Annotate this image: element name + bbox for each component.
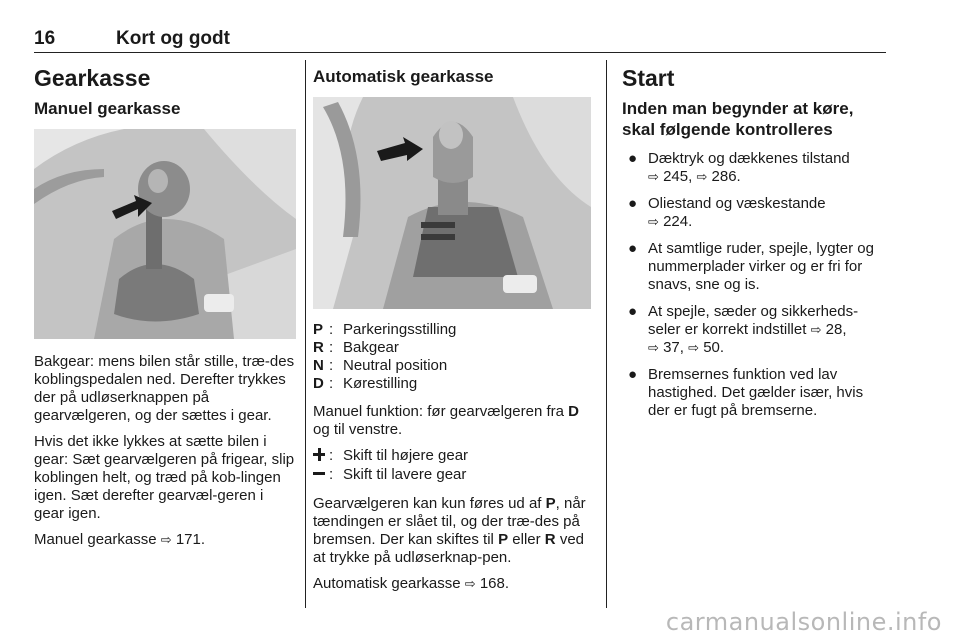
shift-legend	[313, 447, 591, 485]
paragraph-manual-function	[313, 403, 591, 439]
legend-colon: :	[329, 339, 334, 356]
para-key: R	[544, 531, 556, 548]
item-text: At samtlige ruder, spejle, lygter og nummerplader virker og er fri for snavs, sne og is.	[648, 240, 874, 293]
cross-reference	[313, 575, 591, 593]
watermark: carmanualsonline.info	[665, 608, 942, 636]
legend-row	[313, 339, 591, 357]
page-ref-arrow-icon: ⇨	[160, 532, 172, 547]
manual-key: D	[568, 403, 579, 420]
plus-icon	[313, 447, 325, 461]
column-divider	[305, 60, 306, 608]
bullet-icon: ●	[628, 150, 638, 167]
legend-row	[313, 321, 591, 339]
ref-page: 171.	[175, 531, 206, 548]
automatic-gear-lever-photo	[313, 97, 591, 309]
subsection-title: Manuel gearkasse	[34, 99, 181, 118]
cross-reference	[34, 531, 296, 549]
ref-page: 168.	[479, 575, 510, 592]
list-item	[622, 150, 888, 186]
chapter-title: Kort og godt	[116, 28, 230, 49]
legend-key: P	[313, 321, 324, 338]
legend-row	[313, 375, 591, 393]
para-text: eller	[512, 531, 541, 548]
page-number: 16	[34, 28, 56, 49]
legend-row	[313, 447, 591, 466]
ref-text: Manuel gearkasse	[34, 531, 157, 548]
legend-text: Skift til lavere gear	[343, 466, 467, 483]
para-text: ved at trykke på udløserknap-pen.	[313, 531, 584, 566]
item-text: At spejle, sæder og sikkerheds-seler er korrekt indstillet	[648, 303, 859, 338]
legend-key: R	[313, 339, 324, 356]
page-ref-arrow-icon: ⇨	[648, 169, 659, 184]
para-text: Gearvælgeren kan kun føres ud af	[313, 495, 542, 512]
section-title: Gearkasse	[34, 65, 151, 91]
legend-key: D	[313, 375, 324, 392]
paragraph-selector-release	[313, 495, 591, 567]
page-ref-arrow-icon: ⇨	[464, 576, 476, 591]
para-text: , når tændingen er slået til, og der træ-des på bremsen. Der kan skiftes til	[313, 495, 586, 548]
legend-row	[313, 466, 591, 485]
legend-key: N	[313, 357, 324, 374]
legend-text: Parkeringsstilling	[343, 321, 457, 338]
legend-text: Kørestilling	[343, 375, 418, 392]
manual-tail: og til venstre.	[313, 421, 403, 438]
legend-colon: :	[329, 447, 334, 464]
subsection-title: Automatisk gearkasse	[313, 67, 494, 86]
legend-colon: :	[329, 466, 334, 483]
bullet-icon: ●	[628, 303, 638, 320]
legend-colon: :	[329, 357, 334, 374]
minus-icon	[313, 466, 325, 480]
manual-text: Manuel funktion: før gearvælgeren fra	[313, 403, 564, 420]
automatic-gear-lever-illustration	[313, 97, 591, 309]
legend-text: Neutral position	[343, 357, 448, 374]
manual-gear-lever-photo	[34, 129, 296, 339]
bullet-icon: ●	[628, 366, 638, 383]
subsection-title: Inden man begynder at køre, skal følgende kontrolleres	[622, 99, 854, 139]
page-ref-arrow-icon: ⇨	[688, 340, 700, 355]
page-ref-arrow-icon: ⇨	[696, 169, 708, 184]
section-title: Start	[622, 65, 675, 91]
paragraph-gear-fail: Hvis det ikke lykkes at sætte bilen i gear: Sæt gearvælgeren på frigear, slip koblingen helt, og træd på kob-lingen igen. Sæt derefter gearvæl-geren i gear igen.	[34, 433, 295, 522]
bullet-icon: ●	[628, 240, 638, 257]
item-ref: 37,	[663, 339, 684, 356]
item-ref: 286.	[711, 168, 741, 185]
column-manual-gearbox	[34, 60, 296, 557]
column-automatic-gearbox	[313, 60, 591, 601]
gear-position-legend	[313, 321, 591, 393]
legend-text: Bakgear	[343, 339, 399, 356]
ref-text: Automatisk gearkasse	[313, 575, 461, 592]
legend-row	[313, 357, 591, 375]
legend-colon: :	[329, 375, 334, 392]
para-key: P	[498, 531, 509, 548]
paragraph-reverse-gear: Bakgear: mens bilen står stille, træ-des koblingspedalen ned. Derefter trykkes der på udløserknappen på gearvælgeren, og der sættes i gear.	[34, 353, 295, 424]
legend-colon: :	[329, 321, 334, 338]
item-text: Dæktryk og dækkenes tilstand	[648, 150, 850, 167]
legend-text: Skift til højere gear	[343, 447, 469, 464]
list-item	[622, 240, 888, 294]
column-start	[622, 60, 888, 429]
column-divider	[606, 60, 607, 608]
page-ref-arrow-icon: ⇨	[648, 340, 659, 355]
page-header	[34, 30, 886, 53]
item-ref: 245,	[663, 168, 693, 185]
bullet-icon: ●	[628, 195, 638, 212]
checklist	[622, 150, 888, 420]
item-text: Bremsernes funktion ved lav hastighed. Det gælder især, hvis der er fugt på bremserne.	[648, 366, 864, 419]
manual-gear-lever-illustration	[34, 129, 296, 339]
item-ref: 28,	[825, 321, 847, 338]
item-ref: 224.	[663, 213, 693, 230]
list-item	[622, 195, 888, 231]
list-item	[622, 303, 888, 357]
list-item	[622, 366, 888, 420]
para-key: P	[545, 495, 556, 512]
item-ref: 50.	[703, 339, 725, 356]
page-ref-arrow-icon: ⇨	[648, 214, 659, 229]
page-ref-arrow-icon: ⇨	[810, 322, 822, 337]
item-text: Oliestand og væskestande	[648, 195, 826, 212]
